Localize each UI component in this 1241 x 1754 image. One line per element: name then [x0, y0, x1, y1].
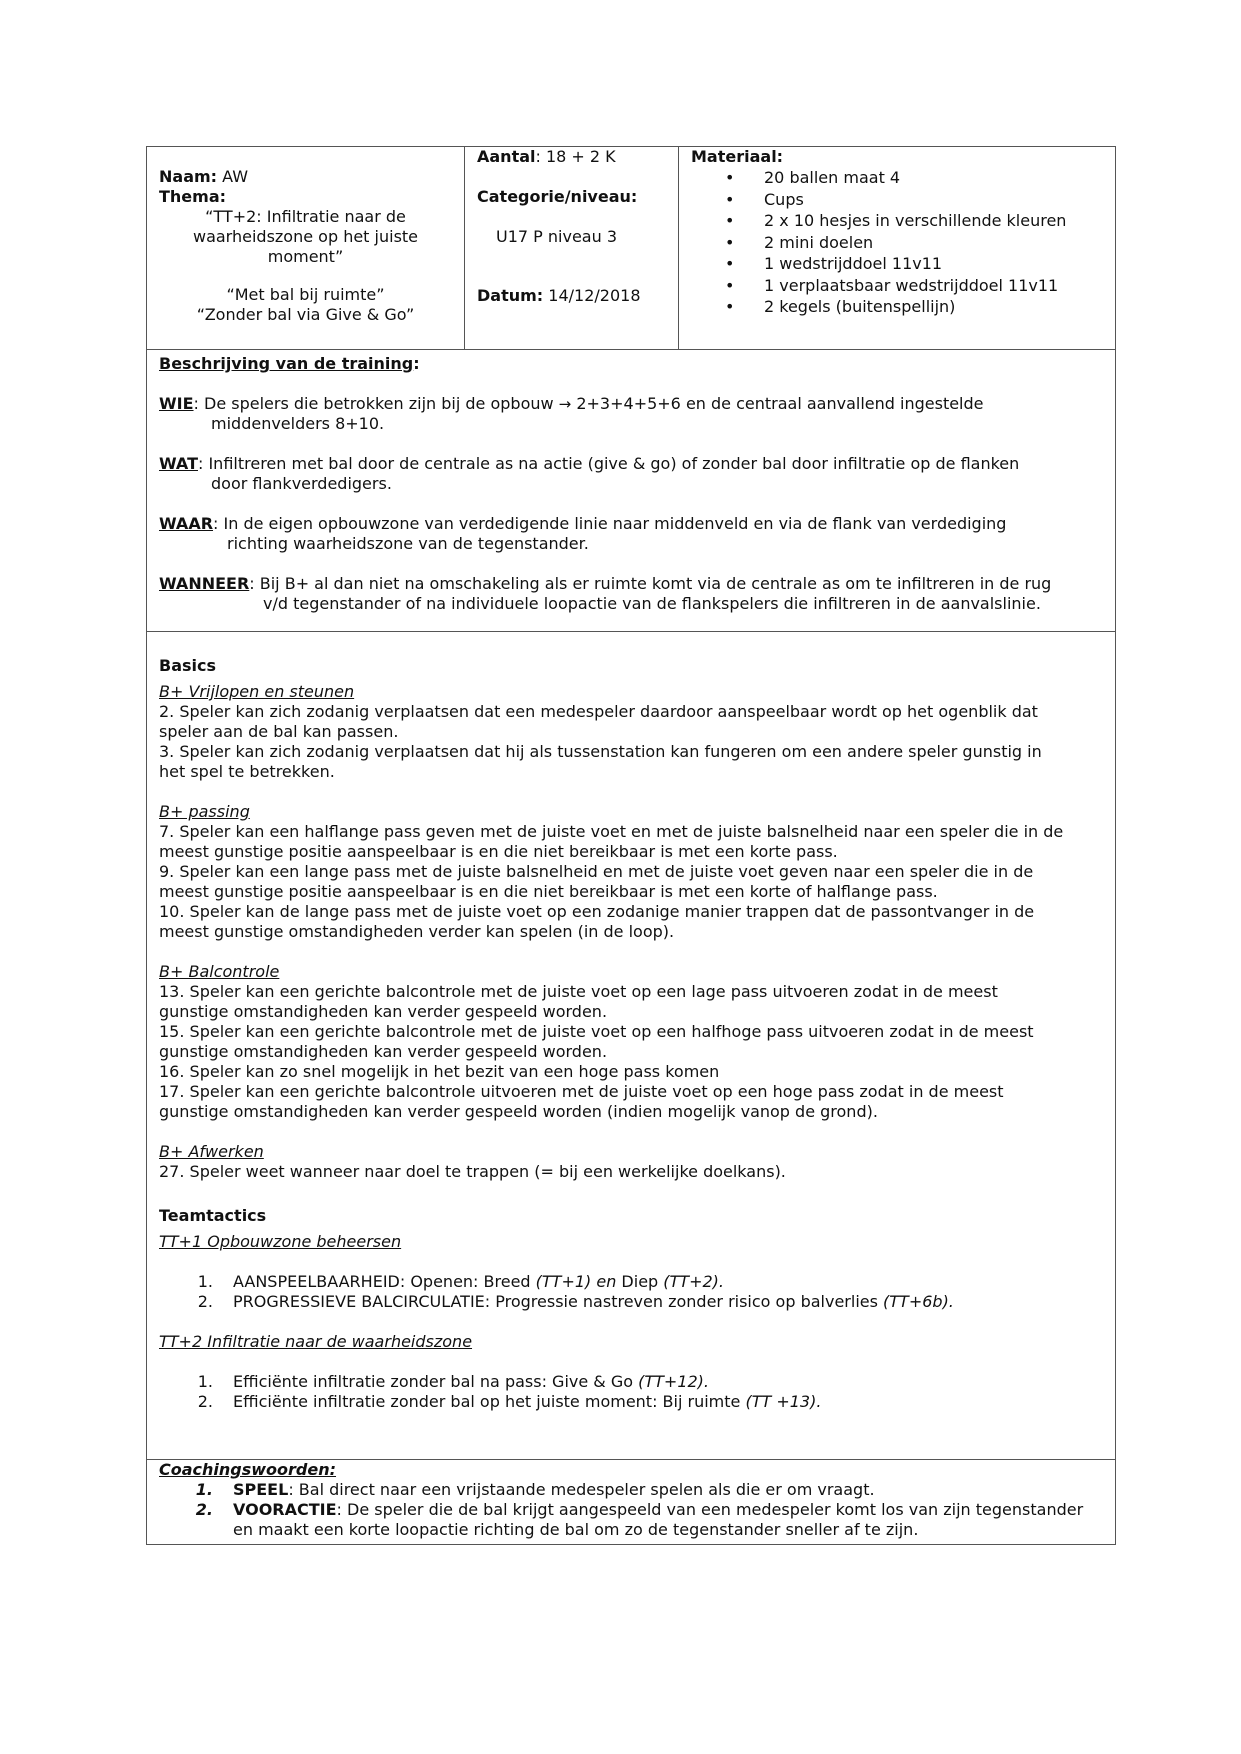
basics-line: meest gunstige positie aanspeelbaar is en die niet bereikbaar is met een korte of halflange pass.: [159, 882, 938, 901]
thema-line: moment”: [267, 247, 344, 266]
wie-text: : De spelers die betrokken zijn bij de opbouw: [193, 394, 559, 413]
item-text: AANSPEELBAARHEID: Openen: Breed: [233, 1272, 536, 1291]
basics-section: [147, 632, 1115, 1460]
basics-line: gunstige omstandigheden kan verder gespeeld worden.: [159, 1002, 608, 1021]
item-text: Efficiënte infiltratie zonder bal op het juiste moment: Bij ruimte: [233, 1392, 746, 1411]
item-number: 1.: [195, 1480, 213, 1499]
beschrijving-colon: :: [413, 354, 420, 373]
tt1-item: [159, 1292, 1103, 1312]
materiaal-item: • 1 verplaatsbaar wedstrijddoel 11v11: [691, 275, 1103, 297]
coaching-item: [159, 1480, 1103, 1500]
item-ref: (TT+2).: [663, 1272, 724, 1291]
tt1-item: [159, 1272, 1103, 1292]
item-ref: (TT+12).: [638, 1372, 710, 1391]
materiaal-item: • 20 ballen maat 4: [691, 167, 1103, 189]
wie-text-cont: 2+3+4+5+6 en de centraal aanvallend ingestelde: [571, 394, 984, 413]
item-ref: (TT +13).: [745, 1392, 822, 1411]
wie-label: WIE: [159, 394, 194, 413]
header-row: [147, 147, 1115, 350]
coaching-text-line2: en maakt een korte loopactie richting de bal om zo de tegenstander sneller af te zijn.: [233, 1520, 919, 1539]
naam-thema-cell: [147, 147, 465, 349]
passing-title: B+ passing: [159, 802, 250, 821]
tt2-item: [159, 1392, 1103, 1412]
teamtactics-title: Teamtactics: [159, 1206, 267, 1225]
coaching-text: : Bal direct naar een vrijstaande medespeler spelen als die er om vraagt.: [288, 1480, 875, 1499]
materiaal-cell: [679, 147, 1115, 349]
beschrijving-section: [147, 350, 1115, 632]
coaching-keyword: VOORACTIE: [233, 1500, 337, 1519]
basics-line: 27. Speler weet wanneer naar doel te trappen (= bij een werkelijke doelkans).: [159, 1162, 786, 1181]
basics-line: 9. Speler kan een lange pass met de juiste balsnelheid en met de juiste voet geven naar een speler die in de: [159, 862, 1034, 881]
basics-line: het spel te betrekken.: [159, 762, 335, 781]
wat-text: : Infiltreren met bal door de centrale as na actie (give & go) of zonder bal door infiltratie op de flanken: [197, 454, 1020, 473]
basics-line: 7. Speler kan een halflange pass geven met de juiste voet en met de juiste balsnelheid naar een speler die in de: [159, 822, 1064, 841]
materiaal-item: • 2 kegels (buitenspellijn): [691, 296, 1103, 318]
waar-text: : In de eigen opbouwzone van verdedigende linie naar middenveld en via de flank van verdediging: [213, 514, 1007, 533]
coaching-item: [159, 1500, 1103, 1540]
basics-line: 2. Speler kan zich zodanig verplaatsen dat een medespeler daardoor aanspeelbaar wordt op het ogenblik dat: [159, 702, 1038, 721]
materiaal-item: • Cups: [691, 189, 1103, 211]
basics-line: gunstige omstandigheden kan verder gespeeld worden (indien mogelijk vanop de grond).: [159, 1102, 878, 1121]
training-sheet: [146, 146, 1116, 1545]
tt1-title: TT+1 Opbouwzone beheersen: [159, 1232, 402, 1251]
basics-line: meest gunstige omstandigheden verder kan spelen (in de loop).: [159, 922, 675, 941]
basics-line: 15. Speler kan een gerichte balcontrole met de juiste voet op een halfhoge pass uitvoeren zodat in de meest: [159, 1022, 1034, 1041]
basics-line: speler aan de bal kan passen.: [159, 722, 399, 741]
item-number: 2.: [197, 1392, 213, 1411]
wie-text-line2: middenvelders 8+10.: [211, 414, 385, 433]
datum-value: 14/12/2018: [543, 286, 641, 305]
wat-label: WAT: [159, 454, 198, 473]
basics-line: 10. Speler kan de lange pass met de juiste voet op een zodanige manier trappen dat de passontvanger in de: [159, 902, 1035, 921]
thema-line: “TT+2: Infiltratie naar de: [205, 207, 406, 226]
basics-line: 13. Speler kan een gerichte balcontrole met de juiste voet op een lage pass uitvoeren zodat in de meest: [159, 982, 998, 1001]
basics-title: Basics: [159, 656, 217, 675]
coaching-title: Coachingswoorden:: [159, 1460, 337, 1479]
beschrijving-title: Beschrijving van de training: [159, 354, 414, 373]
item-number: 2.: [197, 1292, 213, 1311]
tt2-list: [159, 1372, 1103, 1412]
basics-line: gunstige omstandigheden kan verder gespeeld worden.: [159, 1042, 608, 1061]
datum-label: Datum:: [477, 286, 544, 305]
aantal-label: Aantal: [477, 147, 536, 166]
materiaal-label: Materiaal:: [691, 147, 784, 166]
tt1-list: [159, 1272, 1103, 1312]
aantal-value: : 18 + 2 K: [535, 147, 616, 166]
tt2-item: [159, 1372, 1103, 1392]
basics-line: 17. Speler kan een gerichte balcontrole uitvoeren met de juiste voet op een hoge pass zodat in de meest: [159, 1082, 1004, 1101]
item-number: 1.: [197, 1372, 213, 1391]
tt2-title: TT+2 Infiltratie naar de waarheidszone: [159, 1332, 473, 1351]
afwerken-title: B+ Afwerken: [159, 1142, 264, 1161]
balcontrole-title: B+ Balcontrole: [159, 962, 280, 981]
basics-line: 16. Speler kan zo snel mogelijk in het bezit van een hoge pass komen: [159, 1062, 720, 1081]
thema-line: waarheidszone op het juiste: [192, 227, 419, 246]
wanneer-text: : Bij B+ al dan niet na omschakeling als er ruimte komt via de centrale as om te infiltreren in de rug: [249, 574, 1052, 593]
vrijlopen-title: B+ Vrijlopen en steunen: [159, 682, 355, 701]
arrow-right-icon: →: [558, 395, 572, 413]
wat-text-line2: door flankverdedigers.: [211, 474, 392, 493]
thema-sub-line: “Met bal bij ruimte”: [226, 285, 385, 304]
item-text: Diep: [616, 1272, 664, 1291]
wanneer-text-line2: v/d tegenstander of na individuele loopactie van de flankspelers die infiltreren in de aanvalslinie.: [263, 594, 1041, 613]
aantal-cell: [465, 147, 679, 349]
materiaal-list: [691, 167, 1103, 318]
coaching-keyword: SPEEL: [233, 1480, 289, 1499]
thema-label: Thema:: [159, 187, 227, 206]
wanneer-label: WANNEER: [159, 574, 250, 593]
categorie-value: U17 P niveau 3: [496, 227, 617, 246]
waar-text-line2: richting waarheidszone van de tegenstander.: [227, 534, 589, 553]
item-number: 2.: [195, 1500, 213, 1519]
materiaal-item: • 1 wedstrijddoel 11v11: [691, 253, 1103, 275]
item-text: PROGRESSIEVE BALCIRCULATIE: Progressie nastreven zonder risico op balverlies: [233, 1292, 884, 1311]
item-text: Efficiënte infiltratie zonder bal na pass: Give & Go: [233, 1372, 639, 1391]
basics-line: 3. Speler kan zich zodanig verplaatsen dat hij als tussenstation kan fungeren om een andere speler gunstig in: [159, 742, 1042, 761]
thema-sub-line: “Zonder bal via Give & Go”: [196, 305, 415, 324]
naam-label: Naam:: [159, 167, 218, 186]
coaching-section: [147, 1460, 1115, 1544]
waar-label: WAAR: [159, 514, 214, 533]
basics-line: meest gunstige positie aanspeelbaar is en die niet bereikbaar is met een korte pass.: [159, 842, 838, 861]
item-ref: (TT+6b).: [883, 1292, 954, 1311]
coaching-text: : De speler die de bal krijgt aangespeeld van een medespeler komt los van zijn tegenstander: [336, 1500, 1084, 1519]
item-number: 1.: [197, 1272, 213, 1291]
materiaal-item: • 2 x 10 hesjes in verschillende kleuren: [691, 210, 1103, 232]
materiaal-item: • 2 mini doelen: [691, 232, 1103, 254]
categorie-label: Categorie/niveau:: [477, 187, 638, 206]
item-ref: (TT+1) en: [535, 1272, 617, 1291]
naam-value: AW: [217, 167, 249, 186]
